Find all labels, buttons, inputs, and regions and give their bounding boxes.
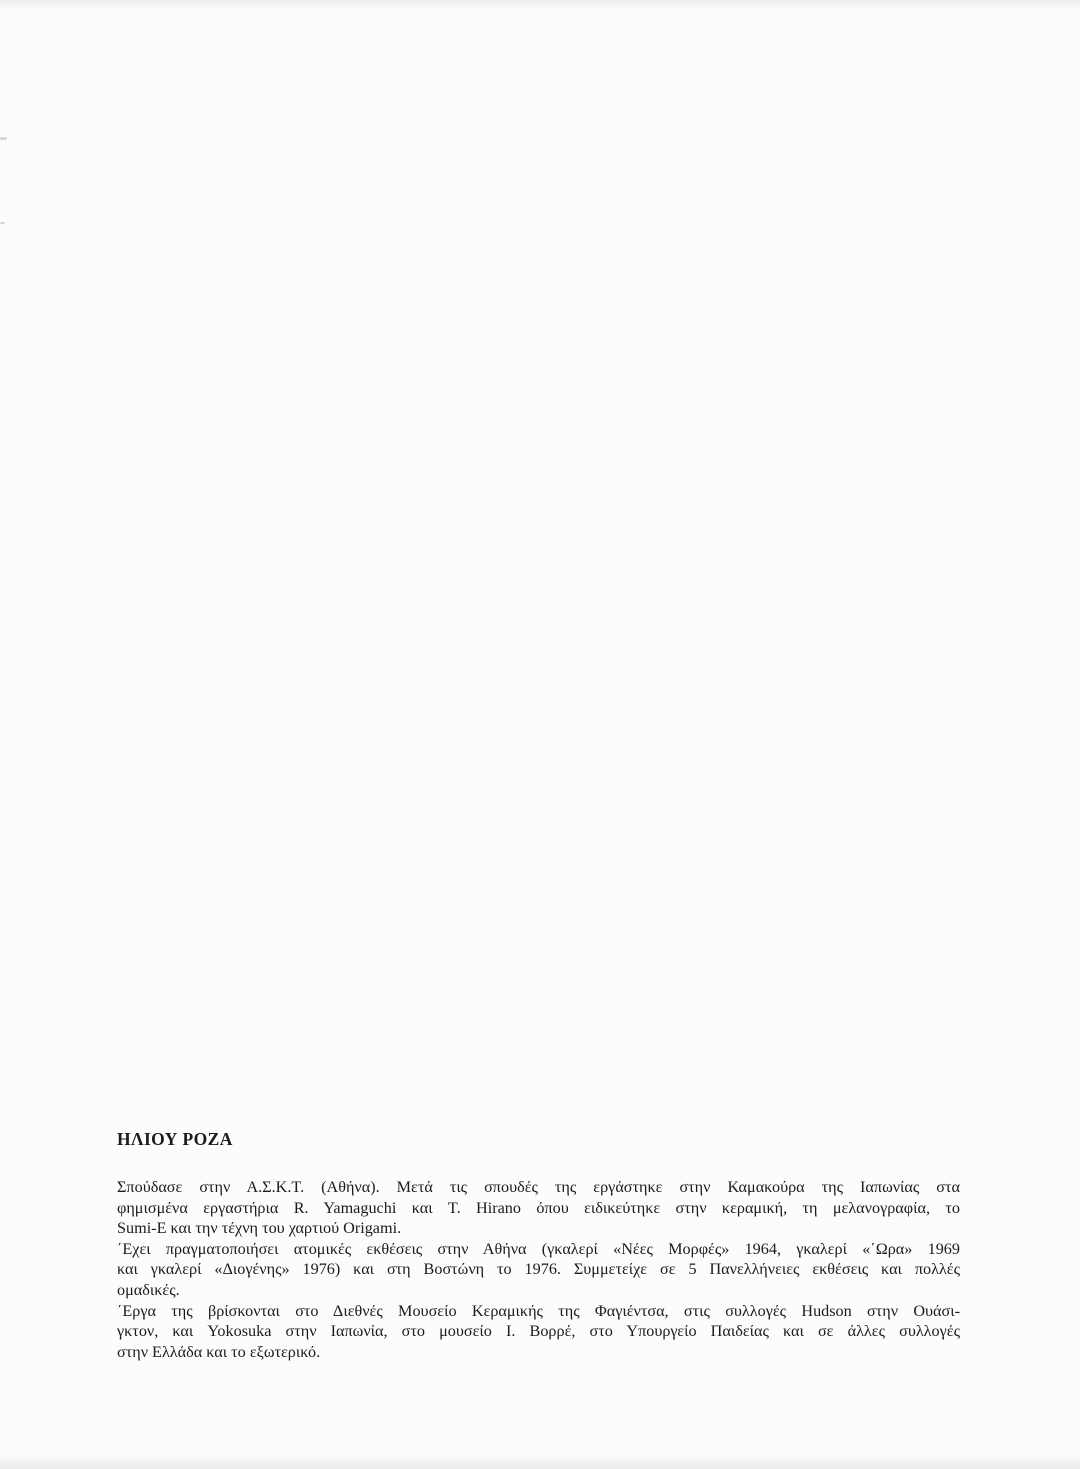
bio-line: ΄Εχει πραγματοποιήσει ατομικές εκθέσεις στην Αθήνα (γκαλερί «Νέες Μορφές» 1964, γκαλερί «΄Ωρα» 1969 [117,1239,960,1258]
bio-line: ομαδικές. [117,1280,180,1299]
bio-line: γκτον, και Yokosuka στην Ιαπωνία, στο μουσείο Ι. Βορρέ, στο Υπουργείο Παιδείας και σε άλλες συλλογές [117,1322,960,1341]
bio-paragraph [117,1301,960,1363]
artist-name-heading: ΗΛΙΟΥ ΡΟΖΑ [117,1129,233,1149]
bio-line: στην Ελλάδα και το εξωτερικό. [117,1342,321,1361]
bio-line: φημισμένα εργαστήρια R. Yamaguchi και T. Hirano όπου ειδικεύτηκε στην κεραμική, τη μελανογραφία, το [117,1198,960,1217]
scan-edge-shadow-bottom [0,1455,1080,1469]
scan-edge-shadow-top [0,0,1080,10]
bio-paragraph [117,1177,960,1239]
scan-speck [0,137,7,140]
bio-line: Sumi-E και την τέχνη του χαρτιού Origami. [117,1219,402,1238]
biography-text-block [117,1177,960,1362]
bio-line: ΄Εργα της βρίσκονται στο Διεθνές Μουσείο Κεραμικής της Φαγιέντσα, στις συλλογές Hudson στην Ουάσι- [117,1301,960,1320]
bio-paragraph [117,1239,960,1301]
scan-speck [0,222,5,224]
bio-line: Σπούδασε στην Α.Σ.Κ.Τ. (Αθήνα). Μετά τις σπουδές της εργάστηκε στην Καμακούρα της Ιαπωνίας στα [117,1178,960,1196]
bio-line: και γκαλερί «Διογένης» 1976) και στη Βοστώνη το 1976. Συμμετείχε σε 5 Πανελλήνειες εκθέσεις και πολλές [117,1260,960,1279]
